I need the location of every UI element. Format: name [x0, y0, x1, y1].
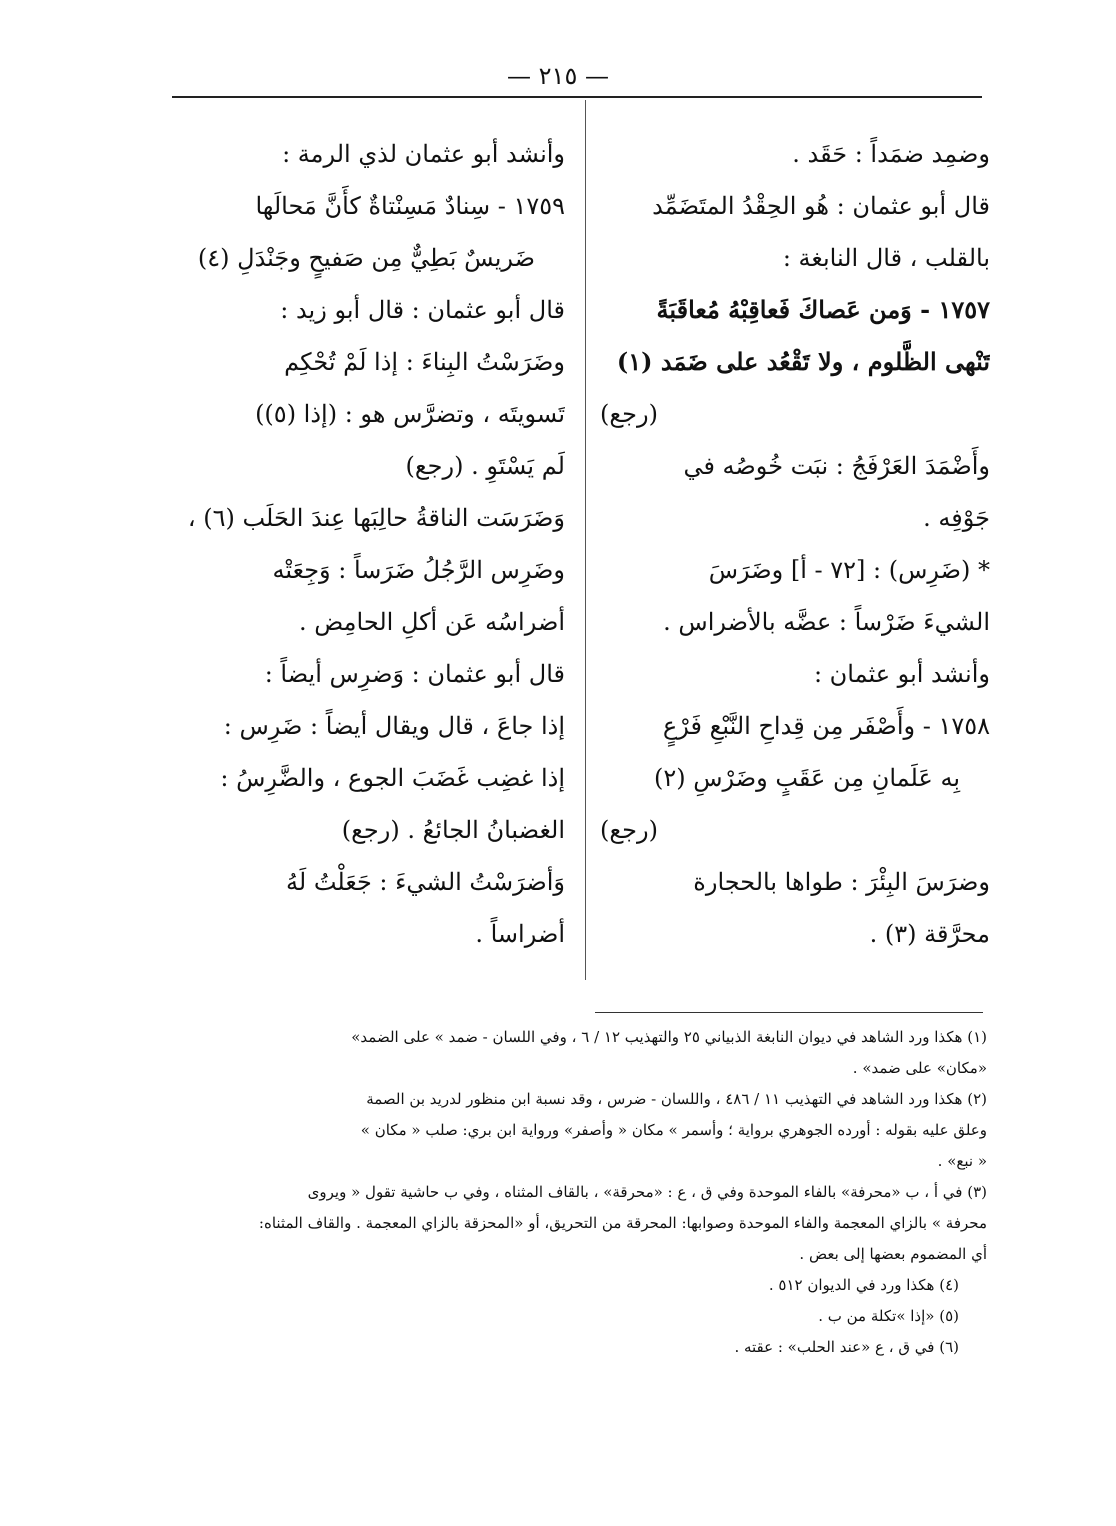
text-line: (رجع) [600, 400, 658, 428]
footnote-line: أي المضموم بعضها إلى بعض . [799, 1245, 987, 1263]
header-rule [172, 96, 982, 98]
text-line: وَضَرَسَت الناقةُ حالِبَها عِندَ الحَلَب (٦) ، [187, 504, 565, 532]
text-line: وضَرِس الرَّجُلُ ضَرَساً : وَجِعَتْه [272, 556, 565, 584]
footnote-line: (٦) في ق ، ع «عند الحلب» : عقته . [734, 1338, 959, 1356]
text-line: أضراسُه عَن أكلِ الحامِض . [299, 608, 565, 636]
text-line: ١٧٥٨ - وأَصْفَر مِن قِداحِ النَّبْعِ فَرْعٍ [662, 712, 990, 740]
text-line: لَم يَسْتَوِ . (رجع) [405, 452, 565, 480]
footnote-line: (٣) في أ ، ب «محرفة» بالفاء الموحدة وفي ق ، ع : «محرقة» ، بالقاف المثناه ، وفي ب حاشية تقول « ويروى [307, 1183, 987, 1201]
text-line: الشيءَ ضَرْساً : عضَّه بالأضراس . [663, 608, 990, 636]
text-line: ضَريسٌ بَطِيٌّ مِن صَفيحٍ وجَنْدَلِ (٤) [197, 244, 535, 272]
text-line: قال أبو عثمان : هُو الحِقْدُ المتَضَمِّد [652, 192, 990, 220]
text-line: محرَّقة (٣) . [869, 920, 990, 948]
text-line: قال أبو عثمان : وَضرِس أيضاً : [264, 660, 565, 688]
text-line: وأنشد أبو عثمان لذي الرمة : [282, 140, 565, 168]
footnote-line: (٢) هكذا ورد الشاهد في التهذيب ١١ / ٤٨٦ ، واللسان - ضرس ، وقد نسبة ابن منظور لدريد بن الصمة [366, 1090, 987, 1108]
text-line: بالقلب ، قال النابغة : [782, 244, 990, 272]
text-line: (رجع) [600, 816, 658, 844]
text-line: أضراساً . [475, 920, 565, 948]
column-divider [585, 100, 586, 980]
footnotes [172, 1022, 987, 1363]
footnote-line: (١) هكذا ورد الشاهد في ديوان النابغة الذبياني ٢٥ والتهذيب ١٢ / ٦ ، وفي اللسان - ضمد » على الضمد» [351, 1028, 987, 1046]
text-line: وضرَسَ البِئْرَ : طواها بالحجارة [693, 868, 990, 896]
text-line: * (ضَرِس) : [٧٢ - أ] وضَرَسَ [708, 556, 990, 584]
text-line: الغضبانُ الجائعُ . (رجع) [341, 816, 565, 844]
footnote-line: « نبع» . [937, 1152, 987, 1170]
text-line: تَنْهى الظَّلوم ، ولا تَقْعُد على ضَمَد (١) [616, 347, 990, 376]
footnote-line: «مكان» على ضمد» . [852, 1059, 987, 1077]
text-line: وأنشد أبو عثمان : [813, 660, 990, 688]
footnote-line: محرفة » بالزاي المعجمة والفاء الموحدة وصوابها: المحرقة من التحريق، أو «المحزقة بالزاي المعجمة . والقاف المثناه: [258, 1214, 987, 1232]
text-line: ١٧٥٧ - وَمن عَصاكَ فَعاقِبْهُ مُعاقَبَةً [656, 295, 990, 324]
text-line: وضمِد ضمَداً : حَقَد . [792, 140, 990, 168]
page-number: — ٢١٥ — [507, 62, 609, 90]
text-line: جَوْفِه . [923, 504, 990, 532]
text-line: تَسويتَه ، وتضرَّس هو : (إذا (٥)) [255, 400, 565, 428]
footnote-line: (٤) هكذا ورد في الديوان ٥١٢ . [768, 1276, 959, 1294]
right-column [600, 128, 990, 960]
text-line: وأَضْمَدَ العَرْفَجُ : نبَت خُوصُه في [683, 452, 990, 480]
text-line: بِه عَلَمانِ مِن عَقَبٍ وضَرْسِ (٢) [653, 764, 960, 792]
text-line: إذا غضِب غَضَبَ الجوع ، والضَّرِسُ : [220, 764, 565, 792]
footnote-rule [595, 1012, 983, 1013]
text-line: وضَرَسْتُ البِناءَ : إذا لَمْ تُحْكِم [284, 348, 565, 376]
text-line: وَأضرَسْتُ الشيءَ : جَعَلْتُ لَهُ [286, 868, 565, 896]
text-line: إذا جاعَ ، قال ويقال أيضاً : ضَرِس : [223, 712, 565, 740]
text-line: قال أبو عثمان : قال أبو زيد : [280, 296, 565, 324]
footnote-line: وعلق عليه بقوله : أورده الجوهري برواية ؛ وأسمر » مكان « وأصفر» ورواية ابن بري: صلب « مكان » [360, 1121, 987, 1139]
footnote-line: (٥) «إذا »تكلة من ب . [818, 1307, 959, 1325]
left-column [175, 128, 565, 960]
text-line: ١٧٥٩ - سِنادٌ مَسِنْتاةٌ كأَنَّ مَحالَها [255, 192, 565, 220]
